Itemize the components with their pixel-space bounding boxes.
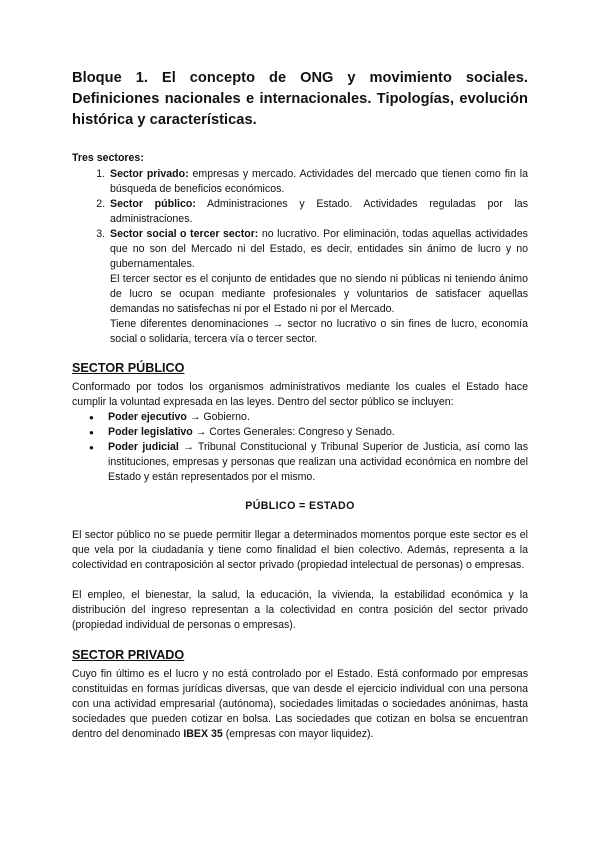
sectors-heading: Tres sectores: <box>72 152 144 164</box>
list-item <box>108 425 528 440</box>
publico-intro: Conformado por todos los organismos administrativos mediante los cuales el Estado hace cumplir la voluntad expresada en las leyes. Dentro del sector público se incluyen: <box>72 381 528 408</box>
list-item <box>108 440 528 485</box>
publico-paragraph-1: El sector público no se puede permitir llegar a determinados momentos porque este sector es el que vela por la ciudadanía y tiene como finalidad el bien colectivo. Además, representa a la colectividad en contraposición al sector privado (propiedad intelectual de personas) o empresas. <box>72 529 528 571</box>
power-label: Poder legislativo <box>108 426 193 438</box>
sector-text: Administraciones y Estado. Actividades reguladas por las administraciones. <box>110 198 528 225</box>
power-text: → Gobierno. <box>186 411 250 423</box>
sector-label: Sector público: <box>110 198 196 210</box>
privado-text-b: (empresas con mayor liquidez). <box>222 728 374 740</box>
power-label: Poder ejecutivo <box>108 411 187 423</box>
section-title-privado: SECTOR PRIVADO <box>72 648 185 662</box>
list-item <box>108 227 528 347</box>
list-item <box>108 197 528 227</box>
publico-paragraph-2: El empleo, el bienestar, la salud, la educación, la vivienda, la estabilidad económica y la distribución del ingreso representan a la colectividad en contra posición del sector privado (propiedad individual de personas o empresas). <box>72 589 528 631</box>
sector-label: Sector privado: <box>110 168 189 180</box>
ibex-label: IBEX 35 <box>183 728 223 740</box>
section-title-publico: SECTOR PÚBLICO <box>72 361 185 375</box>
sectors-list <box>72 167 528 347</box>
third-sector-definition: El tercer sector es el conjunto de entidades que no siendo ni públicas ni teniendo ánimo de lucro se ocupan mediante profesionales y voluntarios de satisfacer aquellas demandas no satisfechas ni por el Estado ni por el Mercado. <box>110 273 528 315</box>
list-item <box>108 167 528 197</box>
sector-text: no lucrativo. Por eliminación, todas aquellas actividades que no son del Mercado ni del Estado, es decir, entidades sin ánimo de lucro y no gubernamentales. <box>110 228 528 270</box>
document-page <box>72 68 528 742</box>
publico-equation: PÚBLICO = ESTADO <box>245 500 355 512</box>
power-text: → Tribunal Constitucional y Tribunal Superior de Justicia, así como las instituciones, empresas y personas que realizan una actividad económica en nombre del Estado y están representados por el mismo. <box>108 441 528 483</box>
list-item <box>108 410 528 425</box>
sector-label: Sector social o tercer sector: <box>110 228 259 240</box>
power-text: → Cortes Generales: Congreso y Senado. <box>192 426 395 438</box>
third-sector-names: Tiene diferentes denominaciones → sector no lucrativo o sin fines de lucro, economía social o solidaria, tercera vía o tercer sector. <box>110 318 528 345</box>
sector-text: empresas y mercado. Actividades del mercado que tienen como fin la búsqueda de beneficios económicos. <box>110 168 528 195</box>
document-title: Bloque 1. El concepto de ONG y movimiento sociales. Definiciones nacionales e internacionales. Tipologías, evolución histórica y características. <box>72 70 528 128</box>
privado-text-a: Cuyo fin último es el lucro y no está controlado por el Estado. Está conformado por empresas constituidas en formas jurídicas diversas, que van desde el ejercicio individual con una persona con una actividad empresarial (autónoma), sociedades limitadas o sociedades anónimas, hasta sociedades que pueden cotizar en bolsa. Las sociedades que cotizan en bolsa se encuentran dentro del denominado <box>72 668 528 740</box>
powers-list <box>72 410 528 485</box>
power-label: Poder judicial <box>108 441 179 453</box>
privado-paragraph <box>72 667 528 742</box>
